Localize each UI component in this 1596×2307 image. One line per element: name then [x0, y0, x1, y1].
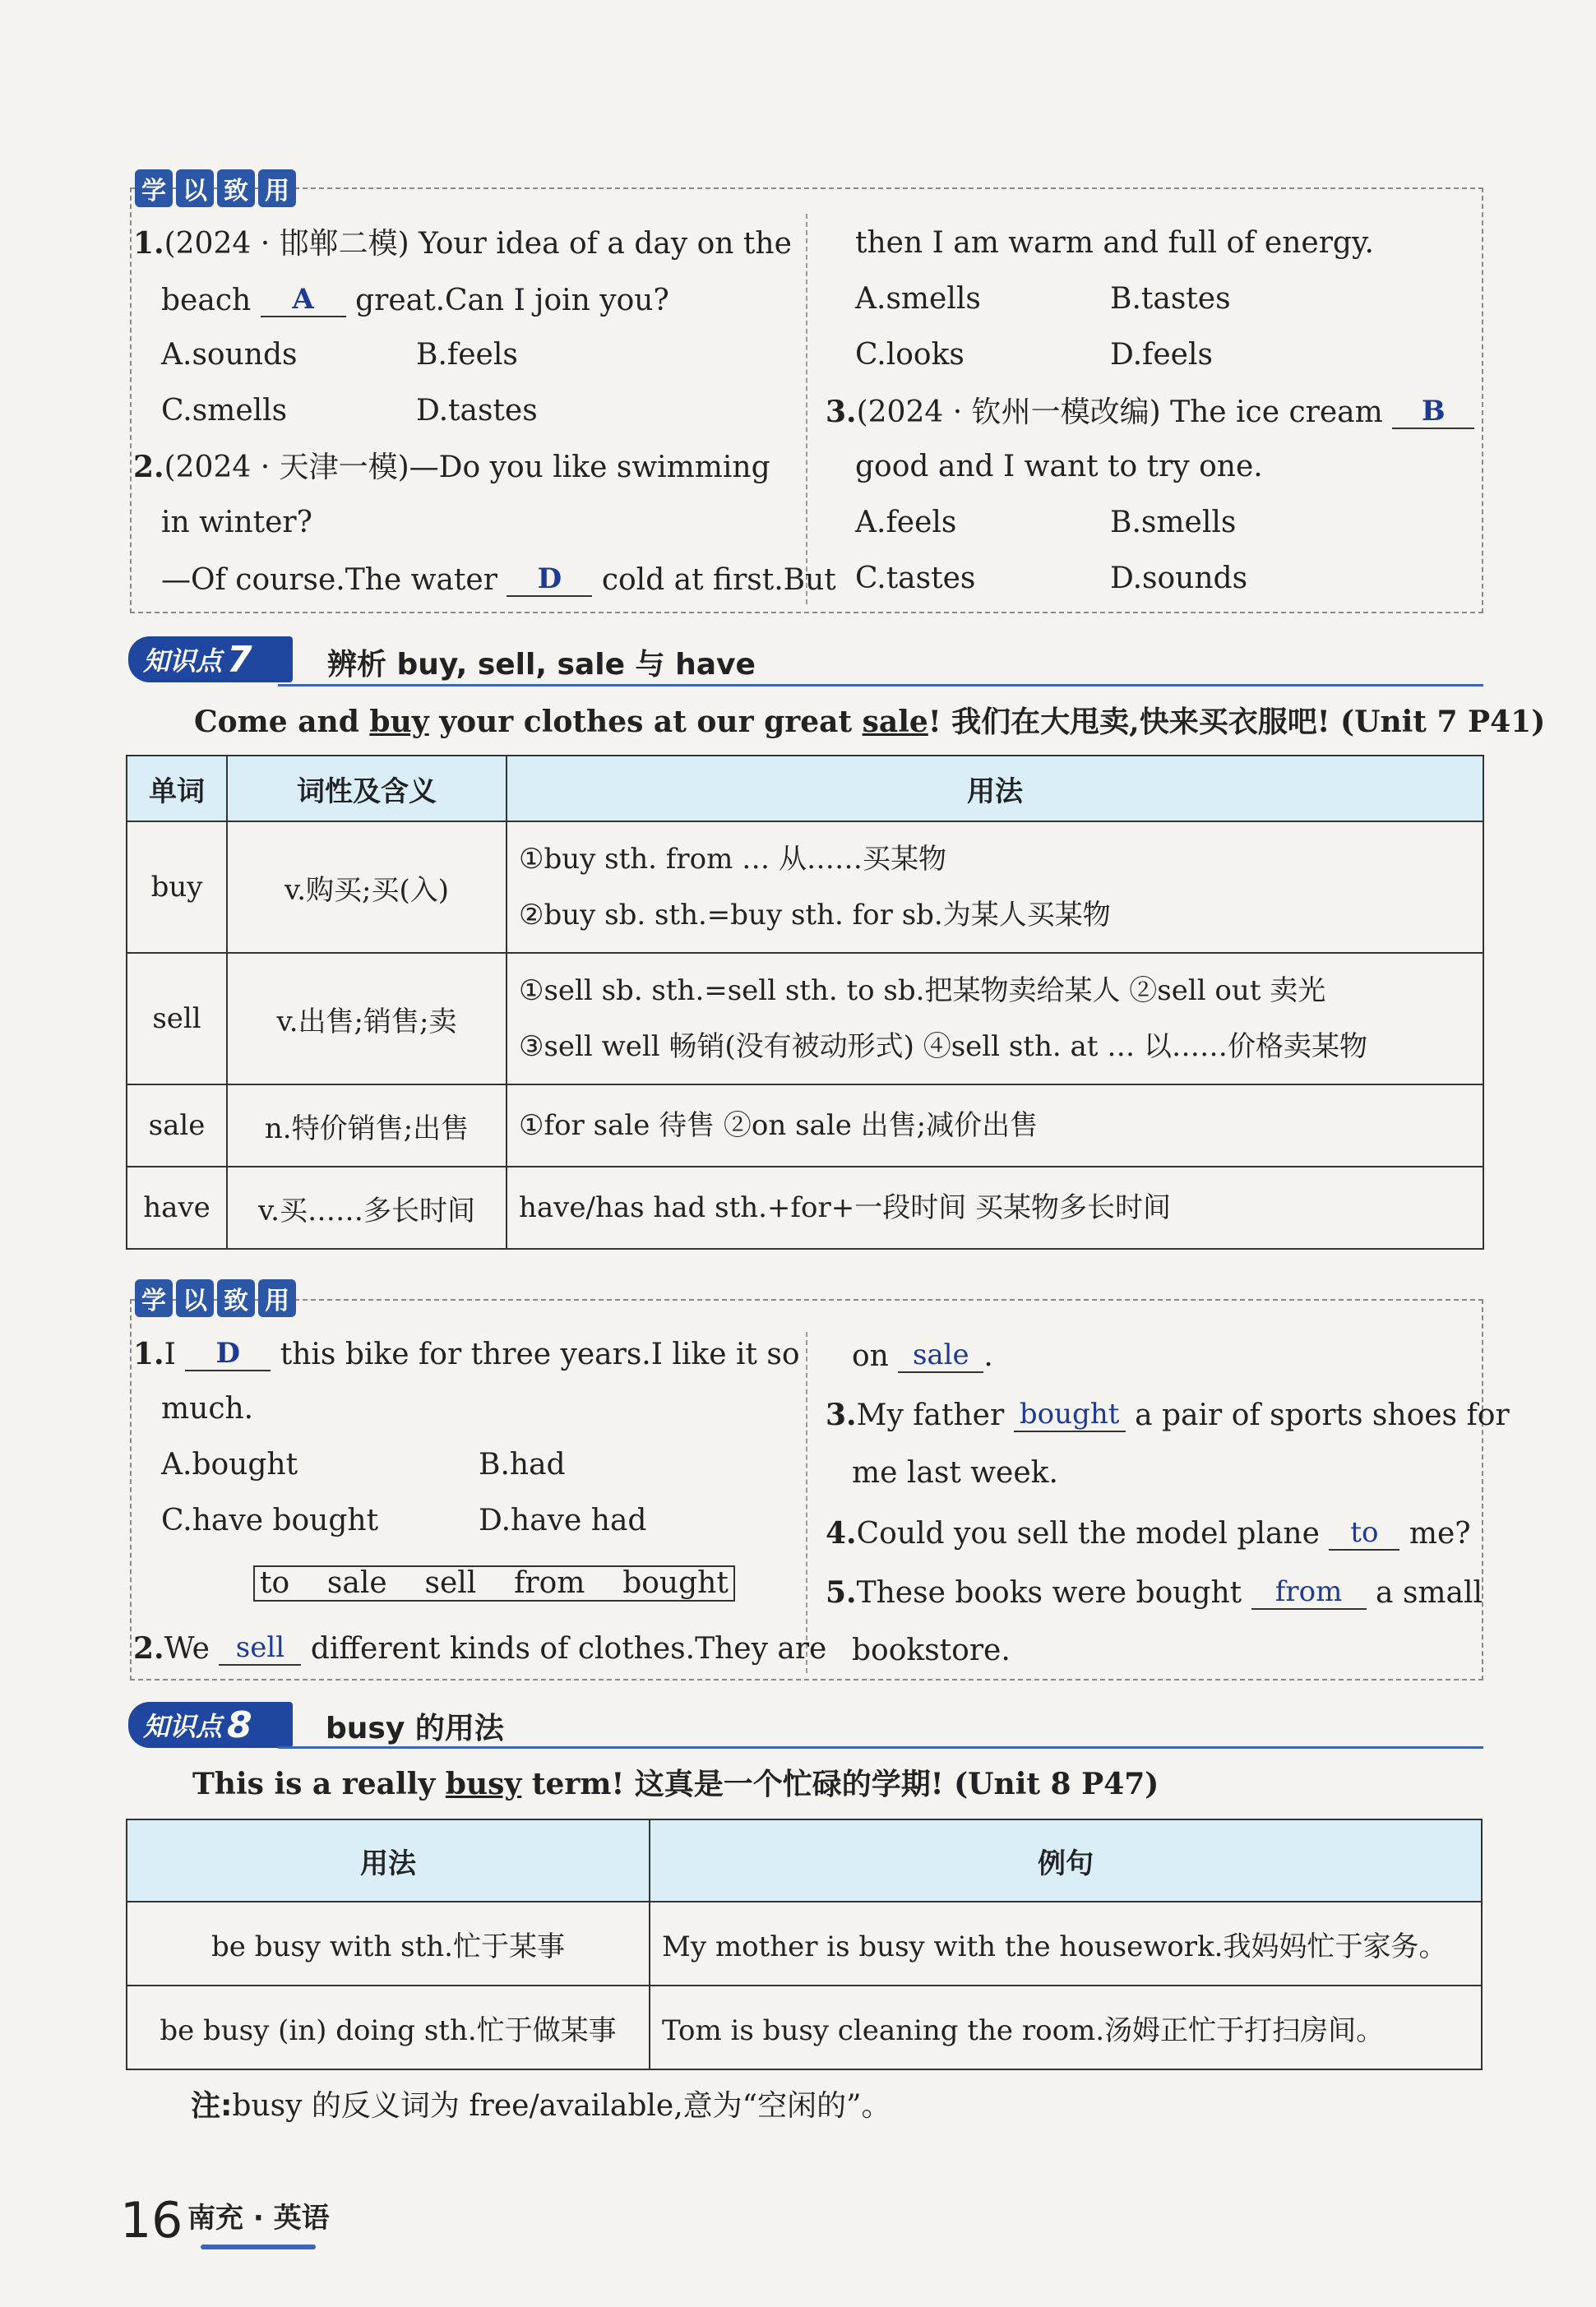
- keyword: sale: [862, 705, 928, 739]
- example-sentence-8: [192, 1761, 1159, 1803]
- stem-text: .: [983, 1339, 993, 1373]
- header-cell: 用法: [127, 1819, 650, 1902]
- title-underline: [278, 1746, 1483, 1749]
- question-2: [133, 451, 770, 484]
- stem-text: I: [164, 1338, 176, 1371]
- question-3-line-2: good and I want to try one.: [855, 450, 1263, 483]
- table-row: [127, 821, 1483, 953]
- answer-blank: [1251, 1575, 1367, 1610]
- answer-blank: [1014, 1398, 1126, 1432]
- table-row: [127, 1084, 1483, 1167]
- option-b: B.had: [479, 1448, 566, 1482]
- badge-number: 8: [227, 1704, 252, 1746]
- question-3: [826, 1398, 1510, 1432]
- sentence-text: your clothes at our great: [428, 705, 863, 739]
- column-divider-2: [806, 1332, 807, 1673]
- word-cell: have: [127, 1167, 227, 1249]
- kp7-table: [126, 755, 1484, 1250]
- meaning-cell: v.出售;销售;卖: [227, 953, 507, 1084]
- word-bank-item: to: [260, 1566, 290, 1600]
- practice-tag-1: [135, 169, 296, 207]
- sentence-text: ! 我们在大甩卖,快来买衣服吧! (Unit 7 P41): [928, 705, 1546, 739]
- answer-blank: [898, 1338, 983, 1373]
- stem-text: a small: [1376, 1576, 1483, 1610]
- stem-text: on: [852, 1339, 889, 1373]
- answer-text: B: [1421, 395, 1446, 428]
- table-row: [127, 1902, 1482, 1986]
- kp8-table: [126, 1819, 1483, 2070]
- word-bank-item: from: [514, 1566, 585, 1600]
- tag-char: 用: [258, 1279, 296, 1317]
- question-2-line-4: then I am warm and full of energy.: [855, 226, 1374, 260]
- answer-blank: [507, 562, 592, 597]
- answer-blank: [1392, 395, 1474, 429]
- question-number: 5.: [826, 1575, 857, 1610]
- tag-char: 学: [135, 1279, 173, 1317]
- stem-text: My father: [856, 1399, 1005, 1432]
- sentence-text: Come and: [194, 705, 370, 739]
- stem-text: cold at first.But: [601, 563, 836, 597]
- header-cell: 单词: [127, 756, 227, 821]
- usage-cell: be busy (in) doing sth.忙于做某事: [127, 1986, 650, 2069]
- question-2-line-2: [852, 1338, 993, 1373]
- knowledge-point-title-7: 辨析 buy, sell, sale 与 have: [327, 648, 756, 682]
- option-c: C.have bought: [161, 1504, 379, 1537]
- book-title: 南充 · 英语: [187, 2202, 330, 2235]
- answer-text: D: [215, 1337, 241, 1370]
- question-number: 1.: [133, 226, 164, 261]
- note-label: 注:: [191, 2089, 233, 2123]
- option-c: C.looks: [855, 338, 965, 372]
- question-3: [826, 395, 1474, 429]
- question-stem: (2024 · 邯郸二模) Your idea of a day on the: [164, 227, 792, 261]
- knowledge-point-title-8: busy 的用法: [326, 1712, 504, 1745]
- question-stem: (2024 · 天津一模)—Do you like swimming: [164, 451, 770, 484]
- option-b: B.tastes: [1110, 282, 1231, 316]
- usage-cell: [507, 1084, 1483, 1167]
- stem-text: —Of course.The water: [161, 563, 497, 597]
- keyword: busy: [445, 1767, 522, 1801]
- usage-line: ③sell well 畅销(没有被动形式) ④sell sth. at … 以……价格卖某物: [519, 1030, 1368, 1063]
- answer-text: bought: [1019, 1398, 1120, 1431]
- stem-text: These books were bought: [856, 1576, 1242, 1610]
- question-5: [826, 1575, 1483, 1610]
- practice-tag-2: [135, 1279, 296, 1317]
- usage-line: have/has had sth.+for+一段时间 买某物多长时间: [519, 1191, 1172, 1224]
- meaning-cell: v.购买;买(入): [227, 821, 507, 953]
- knowledge-point-badge-8: [128, 1702, 293, 1748]
- question-number: 3.: [826, 1398, 857, 1432]
- stem-text: me?: [1409, 1517, 1471, 1551]
- tag-char: 以: [176, 169, 214, 207]
- usage-cell: [507, 1167, 1483, 1249]
- knowledge-point-badge-7: [128, 636, 293, 682]
- question-number: 2.: [133, 1631, 164, 1666]
- word-cell: sell: [127, 953, 227, 1084]
- question-1: [133, 1337, 800, 1371]
- question-number: 1.: [133, 1337, 164, 1371]
- question-1-line-2: [161, 283, 669, 317]
- answer-blank: [219, 1631, 301, 1666]
- answer-text: D: [537, 562, 562, 595]
- sentence-text: This is a really: [192, 1767, 446, 1801]
- answer-text: sale: [912, 1338, 969, 1371]
- tag-char: 学: [135, 169, 173, 207]
- answer-blank: [1329, 1516, 1399, 1551]
- note: [191, 2090, 891, 2123]
- option-a: A.sounds: [161, 338, 298, 372]
- option-d: D.tastes: [416, 394, 538, 428]
- example-cell: My mother is busy with the housework.我妈妈忙于家务。: [650, 1902, 1482, 1986]
- question-number: 4.: [826, 1516, 857, 1551]
- usage-cell: [507, 953, 1483, 1084]
- option-a: A.feels: [855, 506, 957, 539]
- tag-char: 致: [217, 169, 255, 207]
- question-number: 2.: [133, 450, 164, 484]
- stem-text: this bike for three years.I like it so: [280, 1338, 800, 1371]
- table-row: [127, 1167, 1483, 1249]
- word-bank-item: bought: [622, 1566, 729, 1600]
- meaning-cell: v.买……多长时间: [227, 1167, 507, 1249]
- word-bank: [253, 1565, 735, 1602]
- question-1: [133, 227, 792, 261]
- sentence-text: term! 这真是一个忙碌的学期! (Unit 8 P47): [521, 1767, 1159, 1801]
- tag-char: 用: [258, 169, 296, 207]
- example-sentence-7: [194, 699, 1545, 741]
- question-stem: (2024 · 钦州一模改编) The ice cream: [856, 395, 1383, 429]
- answer-text: to: [1350, 1516, 1379, 1549]
- option-d: D.sounds: [1110, 562, 1248, 595]
- header-cell: 用法: [507, 756, 1483, 821]
- question-5-line-2: bookstore.: [852, 1634, 1011, 1667]
- stem-text: Could you sell the model plane: [856, 1517, 1320, 1551]
- answer-text: sell: [235, 1631, 285, 1664]
- option-c: C.smells: [161, 394, 288, 428]
- stem-text: beach: [161, 284, 252, 317]
- example-cell: Tom is busy cleaning the room.汤姆正忙于打扫房间。: [650, 1986, 1482, 2069]
- word-bank-item: sell: [424, 1566, 477, 1600]
- question-1-line-2: much.: [161, 1392, 254, 1426]
- usage-cell: [507, 821, 1483, 953]
- stem-text: great.Can I join you?: [355, 284, 669, 317]
- option-d: D.feels: [1110, 338, 1213, 372]
- stem-text: different kinds of clothes.They are: [310, 1632, 827, 1666]
- meaning-cell: n.特价销售;出售: [227, 1084, 507, 1167]
- question-2-line-3: [161, 562, 836, 597]
- header-cell: 词性及含义: [227, 756, 507, 821]
- header-cell: 例句: [650, 1819, 1482, 1902]
- column-divider-1: [806, 214, 807, 604]
- title-underline: [278, 684, 1483, 687]
- answer-blank: [261, 283, 346, 317]
- stem-text: We: [164, 1632, 210, 1666]
- word-cell: sale: [127, 1084, 227, 1167]
- question-2: [133, 1631, 826, 1666]
- badge-label: 知识点: [143, 1711, 223, 1742]
- table-row: [127, 953, 1483, 1084]
- stem-text: a pair of sports shoes for: [1135, 1399, 1510, 1432]
- option-c: C.tastes: [855, 562, 976, 595]
- usage-line: ①for sale 待售 ②on sale 出售;减价出售: [519, 1109, 1039, 1142]
- answer-text: A: [292, 283, 314, 316]
- answer-blank: [185, 1337, 271, 1371]
- question-number: 3.: [826, 395, 857, 429]
- question-2-line-2: in winter?: [161, 506, 312, 539]
- option-d: D.have had: [479, 1504, 647, 1537]
- footer-accent-line: [201, 2245, 316, 2249]
- table-row: [127, 1986, 1482, 2069]
- question-4: [826, 1516, 1471, 1551]
- option-a: A.bought: [161, 1448, 298, 1482]
- badge-label: 知识点: [143, 645, 223, 677]
- tag-char: 以: [176, 1279, 214, 1317]
- answer-text: from: [1274, 1575, 1343, 1608]
- keyword: buy: [369, 705, 429, 739]
- option-b: B.feels: [416, 338, 518, 372]
- option-b: B.smells: [1110, 506, 1237, 539]
- badge-number: 7: [227, 638, 252, 681]
- usage-line: ①buy sth. from … 从……买某物: [519, 843, 946, 876]
- page-number: 16: [120, 2192, 183, 2249]
- usage-cell: be busy with sth.忙于某事: [127, 1902, 650, 1986]
- question-3-line-2: me last week.: [852, 1456, 1058, 1490]
- option-a: A.smells: [855, 282, 981, 316]
- word-cell: buy: [127, 821, 227, 953]
- usage-line: ①sell sb. sth.=sell sth. to sb.把某物卖给某人 ②sell out 卖光: [519, 974, 1326, 1007]
- word-bank-item: sale: [326, 1566, 387, 1600]
- note-text: busy 的反义词为 free/available,意为“空闲的”。: [232, 2089, 891, 2123]
- tag-char: 致: [217, 1279, 255, 1317]
- usage-line: ②buy sb. sth.=buy sth. for sb.为某人买某物: [519, 899, 1111, 932]
